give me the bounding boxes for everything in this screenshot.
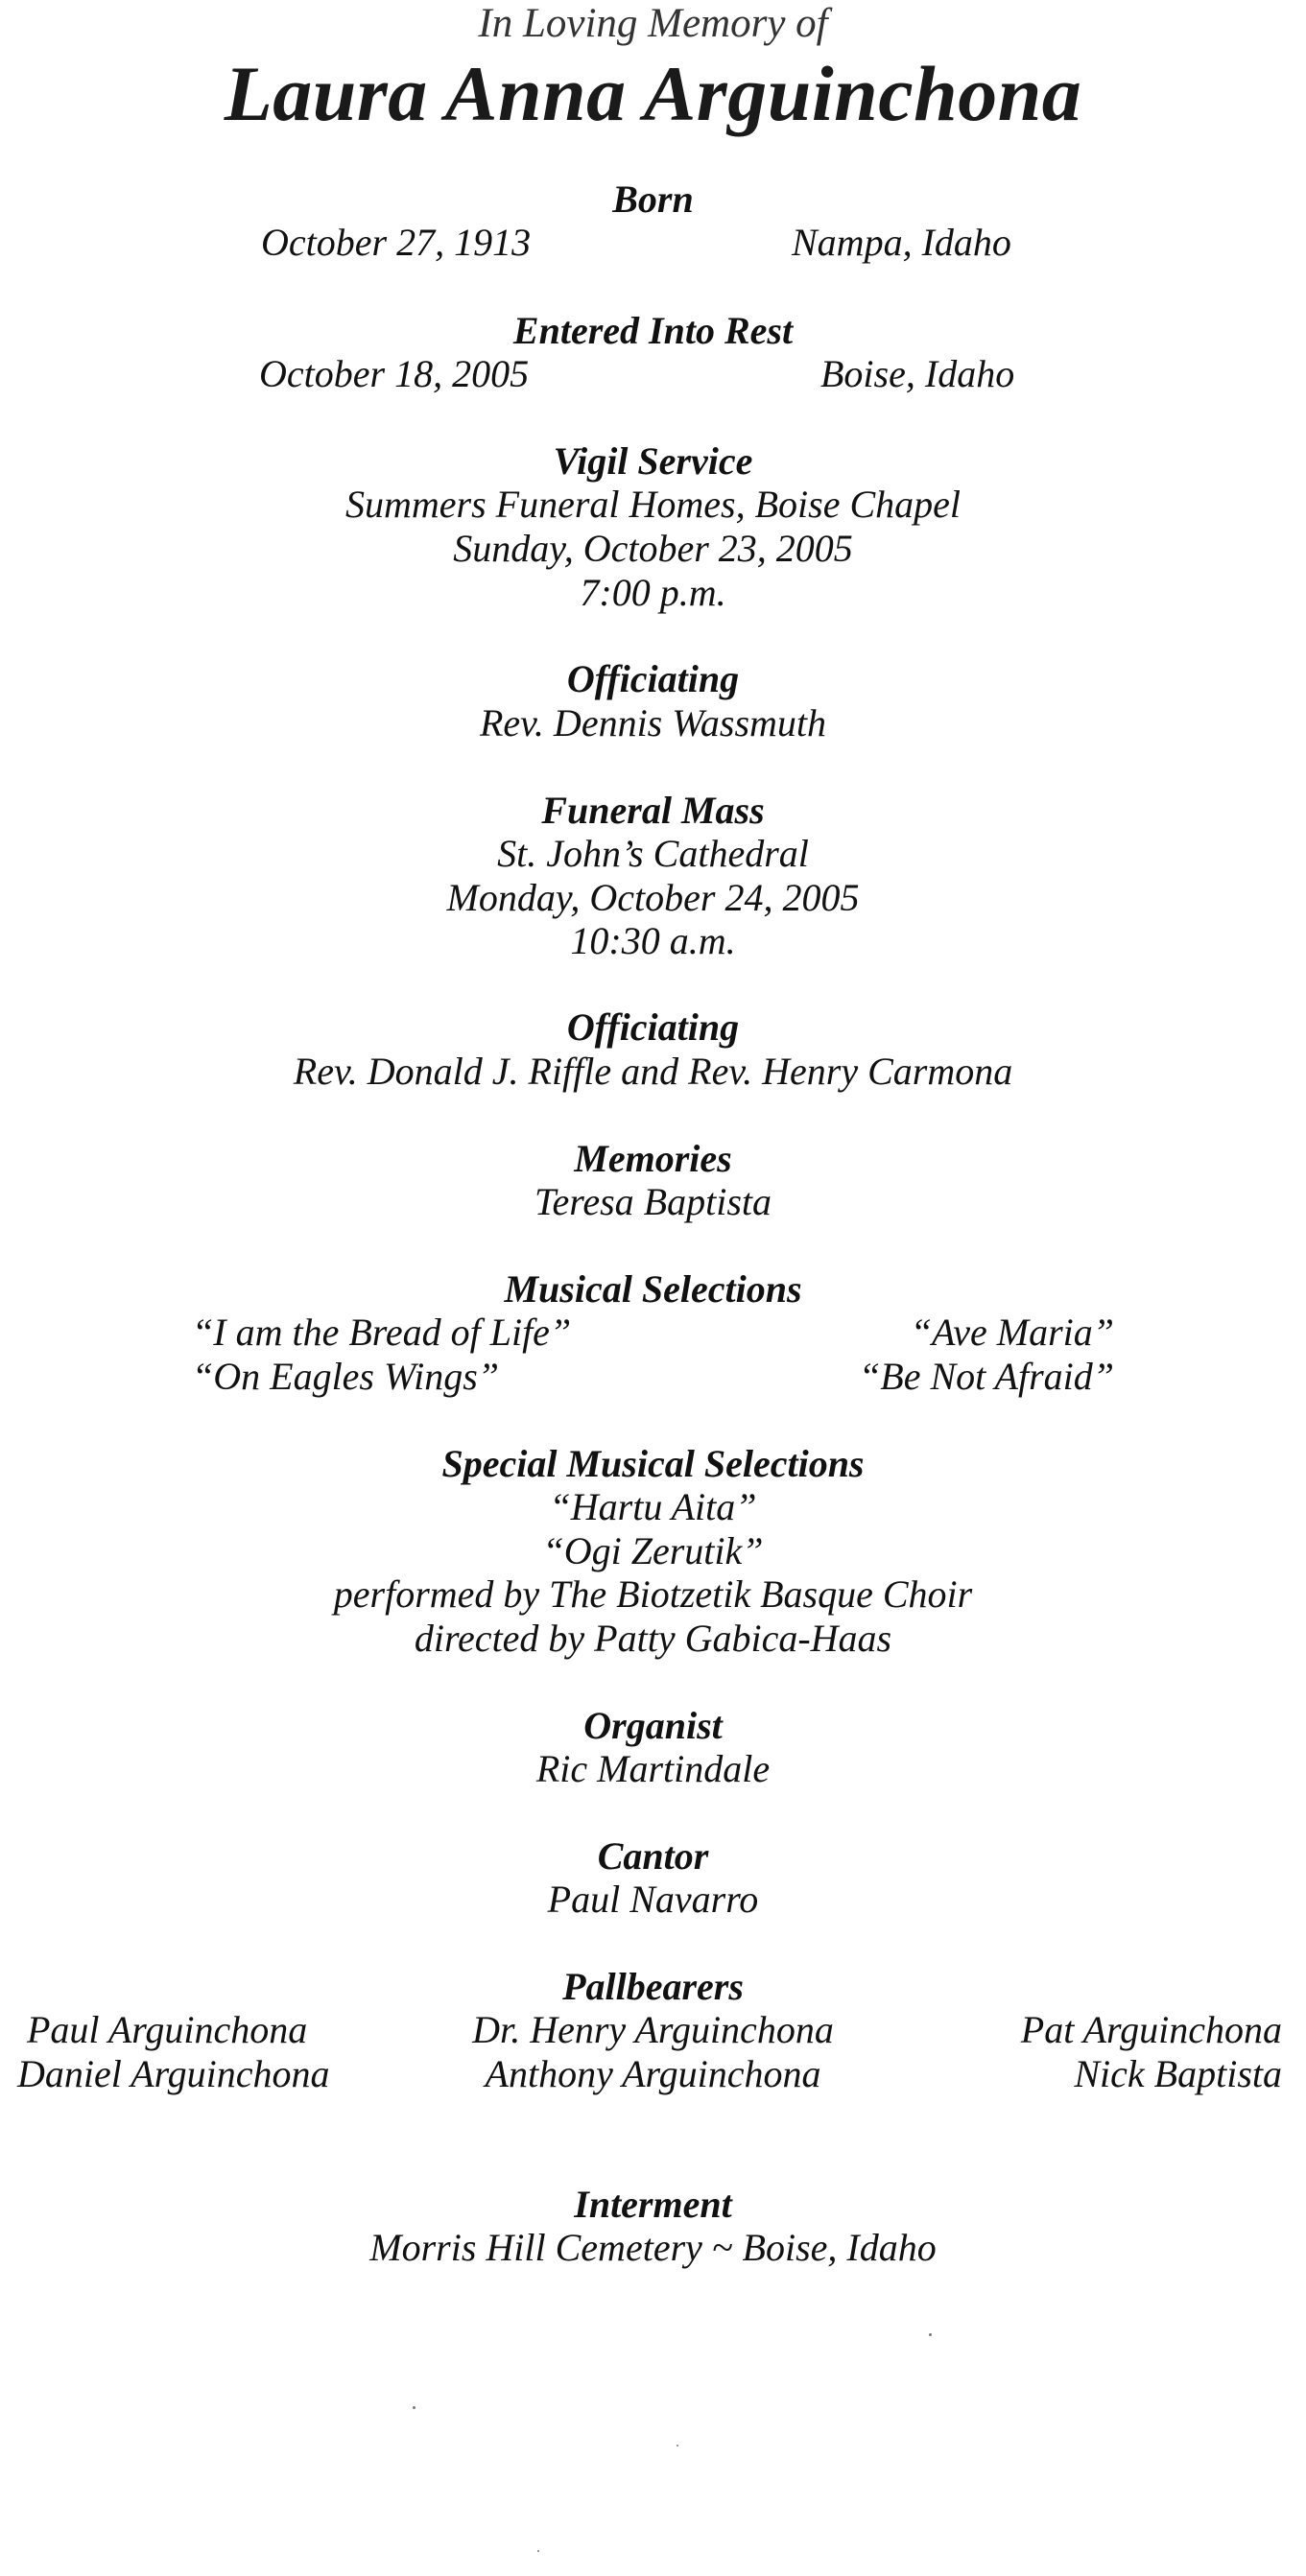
rest-date: October 18, 2005: [259, 352, 530, 395]
director-credit: directed by Patty Gabica-Haas: [414, 1617, 892, 1660]
scan-speck: [929, 2333, 932, 2336]
mass-location: St. John’s Cathedral: [497, 832, 809, 875]
pallbearers-heading: Pallbearers: [562, 1965, 744, 2008]
pallbearer-name: Nick Baptista: [1074, 2052, 1282, 2095]
scan-speck: [413, 2406, 416, 2409]
pallbearer-name: Dr. Henry Arguinchona: [472, 2008, 834, 2051]
vigil-heading: Vigil Service: [553, 439, 753, 483]
mass-time: 10:30 a.m.: [570, 919, 736, 962]
memorial-subtitle: In Loving Memory of: [478, 1, 828, 46]
vigil-date: Sunday, October 23, 2005: [453, 527, 853, 570]
vigil-time: 7:00 p.m.: [580, 571, 726, 614]
organist-name: Ric Martindale: [535, 1747, 771, 1790]
officiating-heading: Officiating: [566, 657, 740, 700]
pallbearer-name: Daniel Arguinchona: [17, 2052, 330, 2095]
special-music-heading: Special Musical Selections: [441, 1442, 865, 1485]
pallbearer-name: Pat Arguinchona: [1020, 2008, 1282, 2051]
vigil-location: Summers Funeral Homes, Boise Chapel: [344, 483, 962, 526]
rest-heading: Entered Into Rest: [512, 309, 794, 352]
rest-place: Boise, Idaho: [820, 352, 1015, 395]
deceased-name: Laura Anna Arguinchona: [224, 50, 1082, 137]
music-selection: “Be Not Afraid”: [859, 1355, 1114, 1398]
interment-place: Morris Hill Cemetery ~ Boise, Idaho: [369, 2226, 937, 2269]
mass-officiating-names: Rev. Donald J. Riffle and Rev. Henry Carmona: [293, 1050, 1013, 1093]
music-selection: “On Eagles Wings”: [192, 1355, 500, 1398]
born-place: Nampa, Idaho: [792, 221, 1011, 264]
special-song: “Ogi Zerutik”: [542, 1529, 764, 1572]
special-song: “Hartu Aita”: [549, 1485, 757, 1528]
memories-heading: Memories: [574, 1137, 732, 1180]
mass-heading: Funeral Mass: [541, 789, 765, 832]
music-heading: Musical Selections: [504, 1267, 802, 1311]
born-heading: Born: [612, 177, 694, 221]
born-date: October 27, 1913: [261, 221, 532, 264]
scan-speck: [537, 2550, 539, 2552]
officiating-name: Rev. Dennis Wassmuth: [479, 701, 827, 744]
mass-date: Monday, October 24, 2005: [446, 876, 860, 919]
cantor-heading: Cantor: [597, 1834, 709, 1878]
organist-heading: Organist: [583, 1704, 723, 1747]
music-selection: “I am the Bread of Life”: [192, 1311, 572, 1354]
interment-heading: Interment: [574, 2183, 732, 2226]
choir-credit: performed by The Biotzetik Basque Choir: [333, 1572, 973, 1616]
scan-speck: [677, 2445, 678, 2446]
memories-name: Teresa Baptista: [534, 1180, 772, 1223]
music-selection: “Ave Maria”: [910, 1311, 1114, 1354]
mass-officiating-heading: Officiating: [566, 1005, 740, 1049]
pallbearer-name: Paul Arguinchona: [27, 2008, 308, 2051]
pallbearer-name: Anthony Arguinchona: [485, 2052, 821, 2095]
cantor-name: Paul Navarro: [547, 1878, 759, 1921]
